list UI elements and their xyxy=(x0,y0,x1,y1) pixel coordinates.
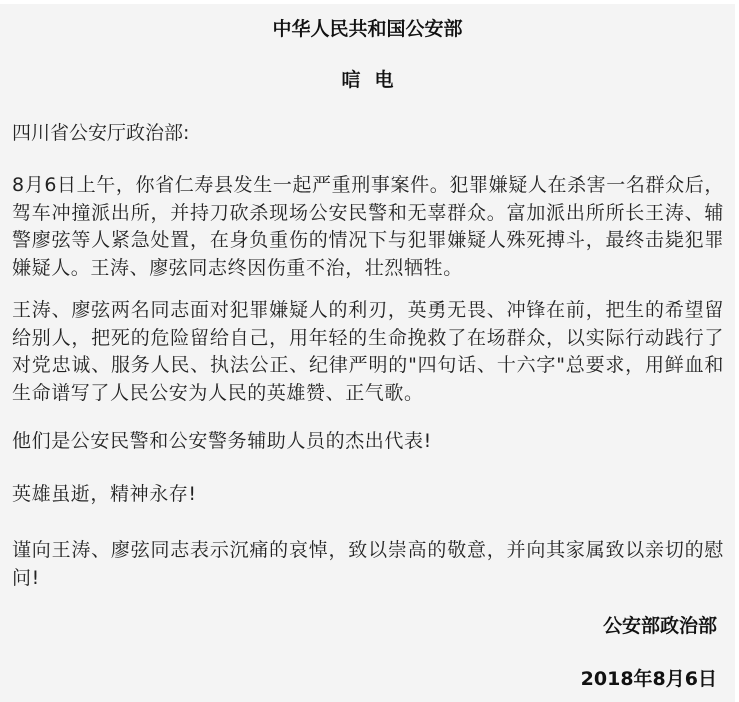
paragraph-representatives: 他们是公安民警和公安警务辅助人员的杰出代表! xyxy=(12,430,432,452)
issuer-title: 中华人民共和国公安部 xyxy=(272,18,463,40)
condolence-letter xyxy=(0,4,735,702)
recipient-salutation: 四川省公安厅政治部: xyxy=(12,122,190,144)
paragraph-condolence: 谨向王涛、廖弦同志表示沉痛的哀悼，致以崇高的敬意，并向其家属致以亲切的慰问! xyxy=(12,539,724,589)
paragraph-heroism: 王涛、廖弦两名同志面对犯罪嫌疑人的利刃，英勇无畏、冲锋在前，把生的希望留给别人，把死的危险留给自己，用年轻的生命挽救了在场群众，以实际行动践行了对党忠诚、服务人民、执法公正、纪律严明的"四句话、十六字"总要求，用鲜血和生命谱写了人民公安为人民的英雄赞、正气歌。 xyxy=(12,299,724,404)
signature-organization: 公安部政治部 xyxy=(602,615,717,637)
paragraph-incident: 8月6日上午，你省仁寿县发生一起严重刑事案件。犯罪嫌疑人在杀害一名群众后，驾车冲撞派出所，并持刀砍杀现场公安民警和无辜群众。富加派出所所长王涛、辅警廖弦等人紧急处置，在身负重伤的情况下与犯罪嫌疑人殊死搏斗，最终击毙犯罪嫌疑人。王涛、廖弦同志终因伤重不治，壮烈牺牲。 xyxy=(12,174,724,279)
paragraph-tribute: 英雄虽逝，精神永存! xyxy=(12,483,197,505)
signature-date: 2018年8月6日 xyxy=(580,668,717,690)
document-type-heading: 唁电 xyxy=(341,69,408,91)
